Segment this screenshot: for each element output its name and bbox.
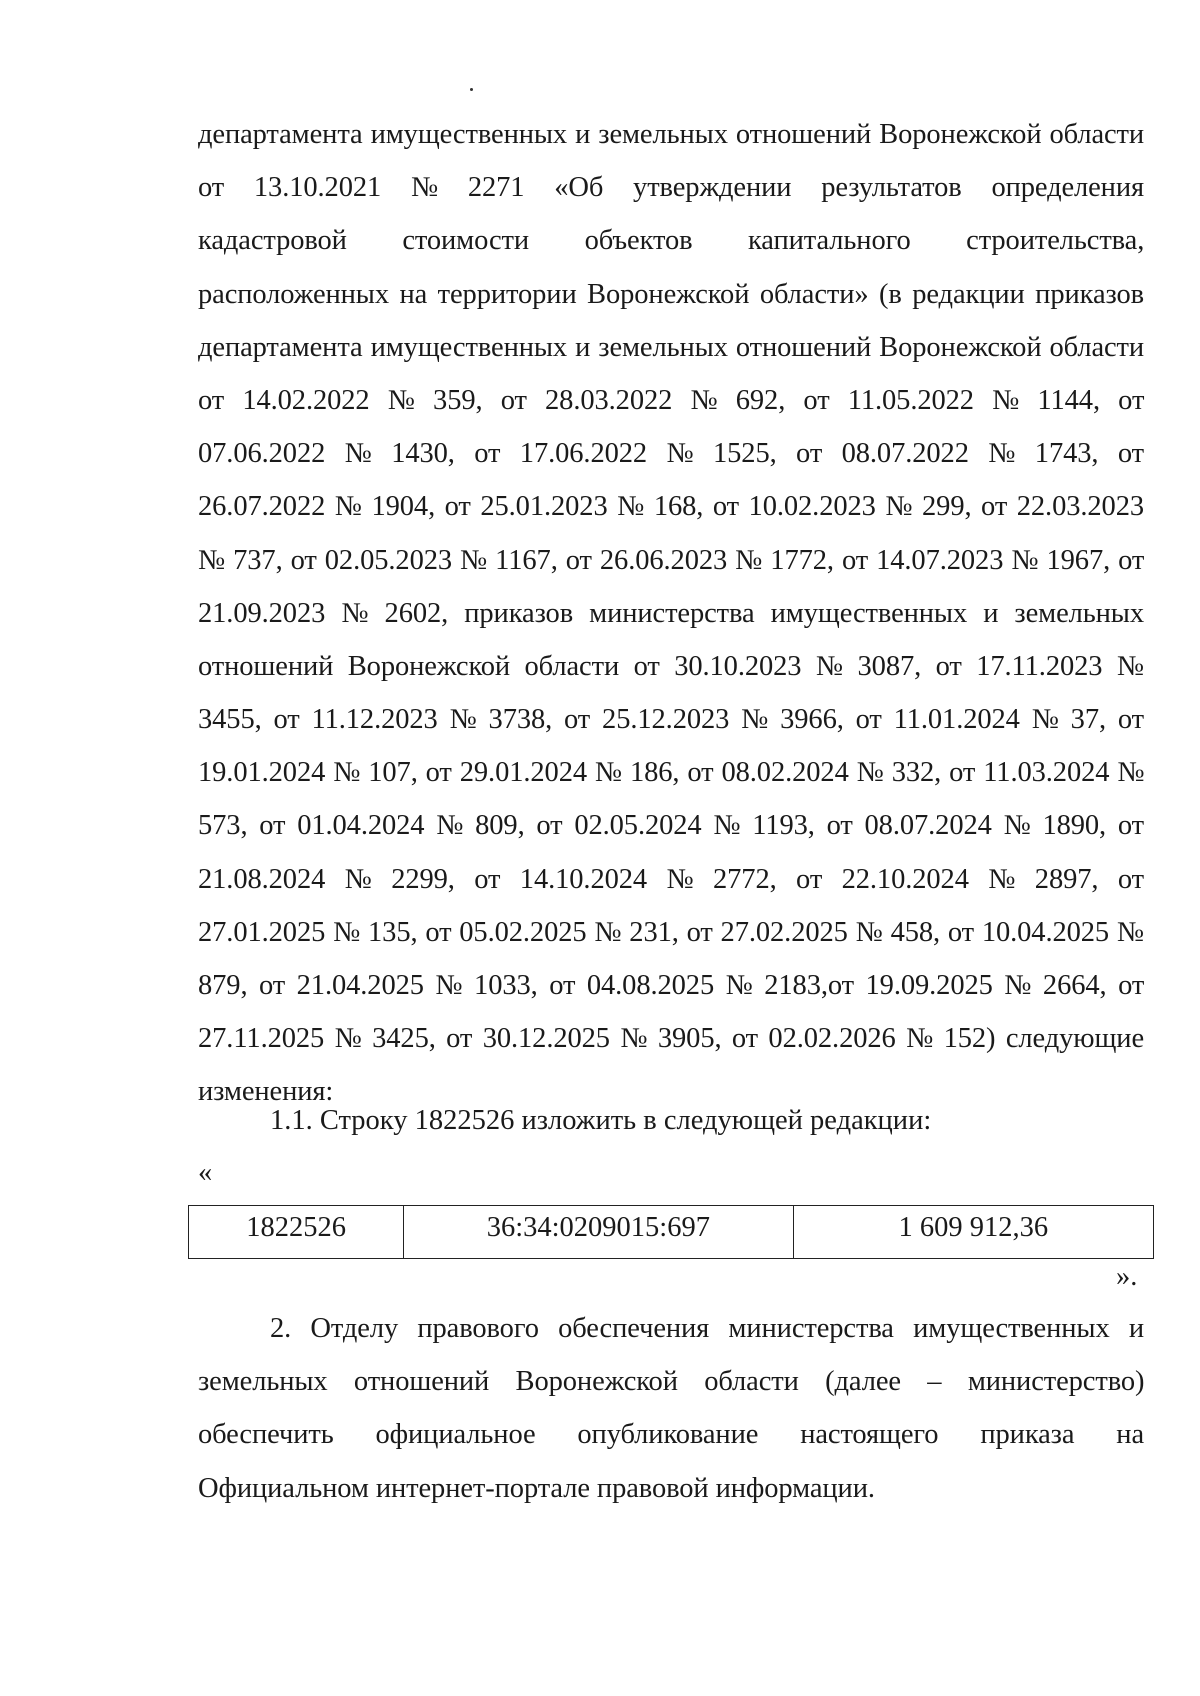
paragraph-line: 26.07.2022 № 1904, от 25.01.2023 № 168, от 10.02.2023 № 299, от 22.03.2023	[198, 491, 1144, 523]
paragraph-line: 27.11.2025 № 3425, от 30.12.2025 № 3905, от 02.02.2026 № 152) следующие	[198, 1023, 1144, 1055]
paragraph-line: 21.08.2024 № 2299, от 14.10.2024 № 2772, от 22.10.2024 № 2897, от	[198, 863, 1144, 895]
table-row	[189, 1206, 1154, 1259]
paragraph-line: обеспечить официальное опубликование настоящего приказа на	[198, 1419, 1144, 1451]
paragraph-line: 19.01.2024 № 107, от 29.01.2024 № 186, от 08.02.2024 № 332, от 11.03.2024 №	[198, 757, 1145, 789]
paragraph-line: 27.01.2025 № 135, от 05.02.2025 № 231, от 27.02.2025 № 458, от 10.04.2025 №	[198, 916, 1144, 948]
paragraph-line: 2. Отделу правового обеспечения министерства имущественных и	[270, 1313, 1144, 1344]
paragraph-line: 879, от 21.04.2025 № 1033, от 04.08.2025 № 2183,от 19.09.2025 № 2664, от	[198, 970, 1145, 1001]
cadastral-value-cell: 1 609 912,36	[793, 1206, 1153, 1259]
paragraph-line: 21.09.2023 № 2602, приказов министерства имущественных и земельных	[198, 597, 1144, 629]
paragraph-line: 3455, от 11.12.2023 № 3738, от 25.12.2023 № 3966, от 11.01.2024 № 37, от	[198, 704, 1144, 736]
paragraph-line: 573, от 01.04.2024 № 809, от 02.05.2024 № 1193, от 08.07.2024 № 1890, от	[198, 810, 1145, 842]
paragraph-line: 07.06.2022 № 1430, от 17.06.2022 № 1525, от 08.07.2022 № 1743, от	[198, 438, 1144, 470]
scan-dot	[470, 88, 473, 91]
subclause-1-1: 1.1. Строку 1822526 изложить в следующей редакции:	[270, 1105, 932, 1136]
paragraph-line: № 737, от 02.05.2023 № 1167, от 26.06.2023 № 1772, от 14.07.2023 № 1967, от	[198, 544, 1145, 576]
paragraph-line: земельных отношений Воронежской области (далее – министерство)	[198, 1366, 1145, 1398]
paragraph-line: от 14.02.2022 № 359, от 28.03.2022 № 692, от 11.05.2022 № 1144, от	[198, 384, 1145, 416]
cadastral-number-cell: 36:34:0209015:697	[404, 1206, 793, 1259]
paragraph-line: отношений Воронежской области от 30.10.2023 № 3087, от 17.11.2023 №	[198, 650, 1144, 682]
quote-open: «	[198, 1157, 213, 1188]
paragraph-line: от 13.10.2021 № 2271 «Об утверждении результатов определения	[198, 172, 1144, 204]
paragraph-line: кадастровой стоимости объектов капитального строительства,	[198, 225, 1145, 257]
paragraph-1	[198, 108, 1144, 1119]
paragraph-line: изменения:	[198, 1076, 334, 1108]
paragraph-line: расположенных на территории Воронежской области» (в редакции приказов	[198, 278, 1144, 310]
paragraph-line: Официальном интернет-портале правовой информации.	[198, 1472, 875, 1504]
row-number-cell: 1822526	[189, 1206, 404, 1259]
paragraph-2	[198, 1302, 1144, 1515]
amendment-table	[188, 1205, 1154, 1259]
quote-close: ».	[1116, 1261, 1138, 1292]
paragraph-line: департамента имущественных и земельных отношений Воронежской области	[198, 331, 1145, 363]
paragraph-line: департамента имущественных и земельных отношений Воронежской области	[198, 119, 1145, 150]
